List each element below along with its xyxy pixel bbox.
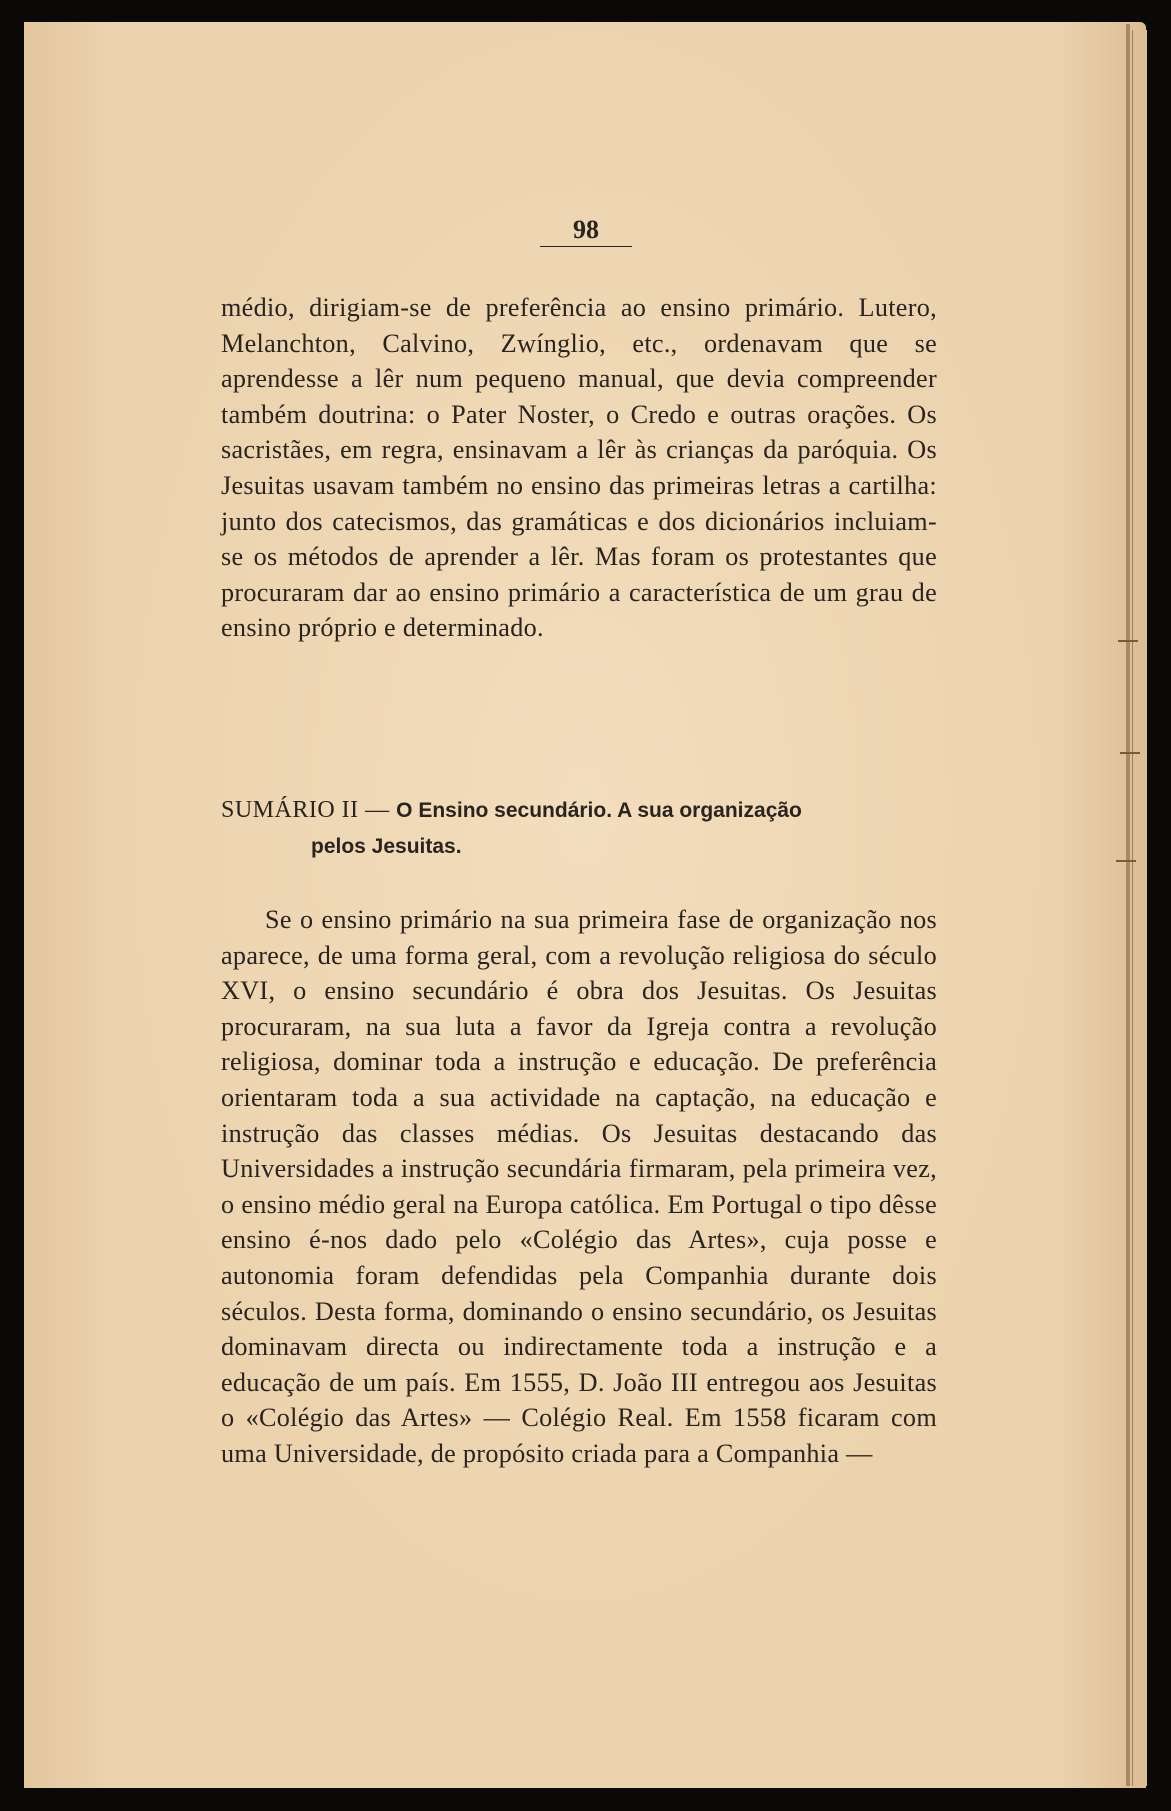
margin-mark [1116, 860, 1136, 862]
margin-mark [1118, 640, 1138, 642]
heading-subject: O Ensino secundário. A sua organização [396, 799, 802, 822]
section-heading [221, 792, 937, 865]
page-number: 98 [540, 216, 632, 247]
body-paragraph-2: Se o ensino primário na sua primeira fase de organização nos aparece, de uma forma geral, com a revolução religiosa do século XVI, o ensino secundário é obra dos Jesuitas. Os Jesuitas procuraram, na sua luta a favor da Igreja contra a revolução religiosa, dominar toda a instrução e educação. De preferência orientaram toda a sua actividade na captação, na educação e instrução das classes médias. Os Jesuitas destacando das Universidades a instrução secundária firmaram, pela primeira vez, o ensino médio geral na Europa católica. Em Portugal o tipo dêsse ensino é-nos dado pelo «Colégio das Artes», cuja posse e autonomia foram defendidas pela Companhia durante dois séculos. Desta forma, dominando o ensino secundário, os Jesuitas dominavam directa ou indirectamente toda a instrução e a educação de um país. Em 1555, D. João III entregou aos Jesuitas o «Colégio das Artes» — Colégio Real. Em 1558 ficaram com uma Universidade, de propósito criada para a Companhia — [221, 905, 937, 1468]
heading-continuation: pelos Jesuitas. [311, 835, 462, 858]
page-edge [1132, 30, 1147, 1786]
heading-label: SUMÁRIO II — [221, 797, 397, 823]
page-edge-shadow [1126, 24, 1130, 1786]
margin-mark [1120, 752, 1140, 754]
body-paragraph-1: médio, dirigiam-se de preferência ao ensino primário. Lutero, Melanchton, Calvino, Zwínglio, etc., ordenavam que se aprendesse a lêr num pequeno manual, que devia compreender também doutrina: o Pater Noster, o Credo e outras orações. Os sacristães, em regra, ensinavam a lêr às crianças da paróquia. Os Jesuitas usavam também no ensino das primeiras letras a cartilha: junto dos catecismos, das gramáticas e dos dicionários incluiam-se os métodos de aprender a lêr. Mas foram os protestantes que procuraram dar ao ensino primário a característica de um grau de ensino próprio e determinado. [221, 293, 937, 643]
